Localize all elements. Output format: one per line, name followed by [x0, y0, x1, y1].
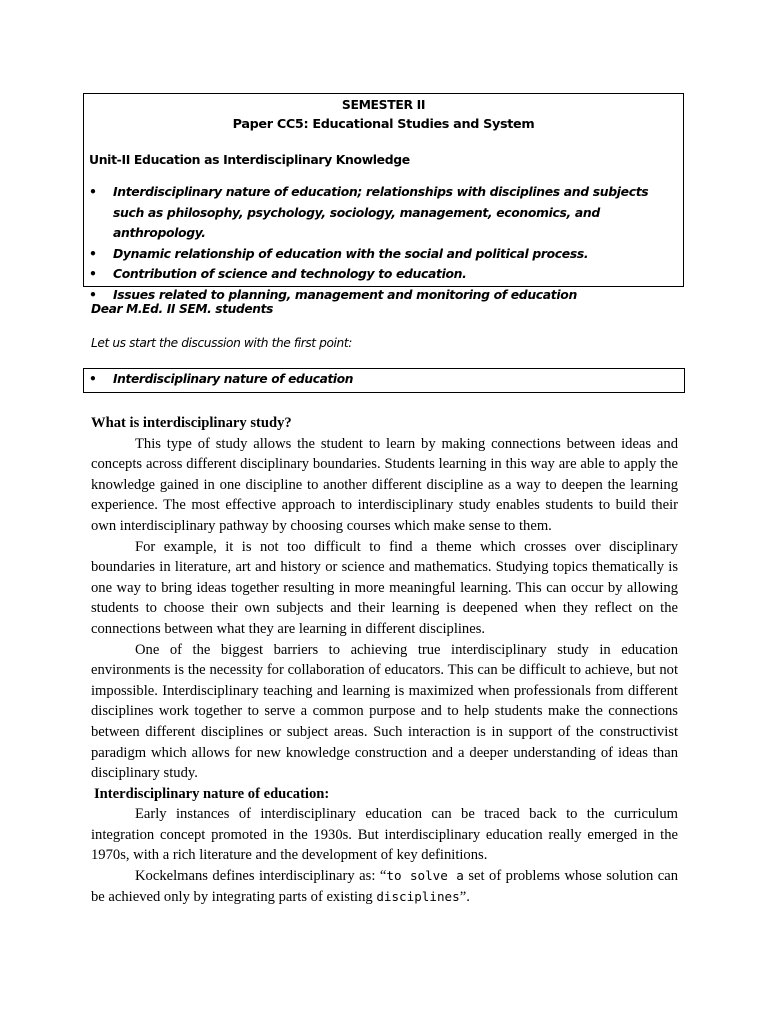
semester-title: SEMESTER II [341, 97, 426, 112]
paragraph: One of the biggest barriers to achieving true interdisciplinary study in education environments is the necessity for collaboration of educators. This can be difficult to achieve, but not impossible. Interdisciplinary teaching and learning is maximized when professionals from different disciplines work together to serve a common purpose and to help students make the connections between different disciplines or subject areas. Such interaction is in support of the constructivist paradigm which allows for new knowledge construction and a deeper understanding of ideas than disciplinary study. [91, 641, 678, 782]
unit-title: Unit-II Education as Interdisciplinary Knowledge [89, 152, 410, 167]
bullet-icon: • [89, 184, 97, 199]
list-item [84, 182, 683, 244]
bullet-icon: • [89, 372, 97, 386]
section-heading: What is interdisciplinary study? [91, 415, 292, 431]
body-text [91, 413, 678, 907]
section-heading: Interdisciplinary nature of education: [94, 785, 330, 802]
bullet-icon: • [89, 286, 97, 302]
list-item-text: Dynamic relationship of education with the social and political process. [113, 245, 589, 261]
definition-lead: Kockelmans defines interdisciplinary as: “ [135, 868, 387, 885]
quote-end: disciplines [376, 888, 460, 904]
list-item-text: Issues related to planning, management and monitoring of education [113, 286, 577, 302]
quote-close: ”. [459, 888, 470, 905]
point-text: Interdisciplinary nature of education [113, 372, 354, 386]
paragraph: This type of study allows the student to learn by making connections between ideas and concepts across different disciplinary boundaries. Students learning in this way are able to apply the knowledge gained in one discipline to another different discipline as a way to deepen the learning experience. The most effective approach to interdisciplinary study enables students to build their own interdisciplinary pathway by choosing courses which make sense to them. [91, 435, 678, 534]
intro-line: Let us start the discussion with the first point: [91, 336, 352, 350]
greeting: Dear M.Ed. II SEM. students [91, 302, 274, 316]
definition-paragraph [91, 866, 678, 907]
paragraph: For example, it is not too difficult to find a theme which crosses over disciplinary boundaries in literature, art and history or science and mathematics. Studying topics thematically is one way to bring ideas together resulting in more meaningful learning. This can occur by allowing students to choose their own subjects and their learning is deepened when they reflect on the connections between what they are learning in different disciplines. [91, 538, 678, 637]
syllabus-box [83, 93, 684, 302]
point-box [83, 368, 685, 393]
quote-start: to solve a [386, 868, 464, 884]
list-item-text: Interdisciplinary nature of education; relationships with disciplines and subjects such as philosophy, psychology, sociology, management, economics, and anthropology. [113, 184, 649, 240]
paragraph: Early instances of interdisciplinary education can be traced back to the curriculum integration concept promoted in the 1930s. But interdisciplinary education really emerged in the 1970s, with a rich literature and the development of key definitions. [91, 806, 678, 864]
paper-title: Paper CC5: Educational Studies and System [232, 117, 535, 132]
bullet-icon: • [89, 266, 97, 281]
list-item [84, 264, 683, 285]
list-item-text: Contribution of science and technology to education. [113, 266, 467, 281]
list-item [84, 244, 683, 265]
syllabus-list [84, 182, 683, 305]
bullet-icon: • [89, 245, 97, 261]
quote-body: set of problems whose solution can be achieved only by integrating parts of existing [91, 868, 679, 905]
